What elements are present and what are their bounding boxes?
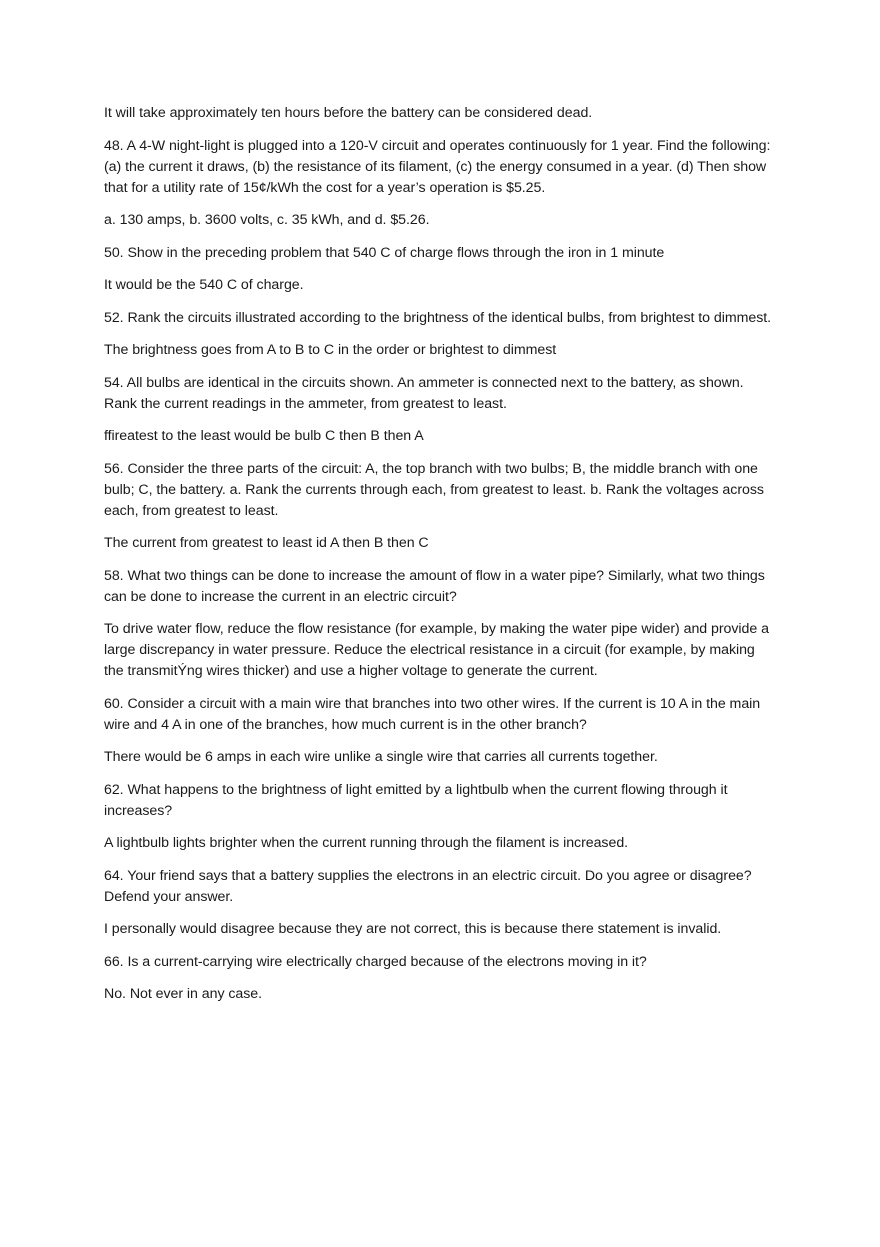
answer-paragraph: It will take approximately ten hours before the battery can be considered dead. — [104, 105, 593, 121]
document-body — [104, 103, 776, 1017]
question-66: 66. Is a current-carrying wire electrically charged because of the electrons moving in it? — [104, 953, 647, 970]
question-52: 52. Rank the circuits illustrated according to the brightness of the identical bulbs, from brightest to dimmest. — [104, 309, 772, 326]
answer-56: The current from greatest to least id A then B then C — [104, 535, 429, 551]
question-54: 54. All bulbs are identical in the circuits shown. An ammeter is connected next to the battery, as shown. Rank the current readings in the ammeter, from greatest to least. — [104, 374, 744, 412]
question-48: 48. A 4-W night-light is plugged into a 120-V circuit and operates continuously for 1 year. Find the following: (a) the current it draws, (b) the resistance of its filament, (c) the energy consumed in a year. (d) Then show that for a utility rate of 15¢/kWh the cost for a year’s operation is $5.25. — [104, 137, 771, 196]
answer-62: A lightbulb lights brighter when the current running through the filament is increased. — [104, 835, 629, 851]
answer-50: It would be the 540 C of charge. — [104, 277, 304, 293]
answer-66: No. Not ever in any case. — [104, 986, 263, 1002]
question-60: 60. Consider a circuit with a main wire that branches into two other wires. If the current is 10 A in the main wire and 4 A in one of the branches, how much current is in the other branch? — [104, 695, 761, 733]
question-58: 58. What two things can be done to increase the amount of flow in a water pipe? Similarly, what two things can be done to increase the current in an electric circuit? — [104, 567, 765, 605]
answer-48: a. 130 amps, b. 3600 volts, c. 35 kWh, and d. $5.26. — [104, 212, 430, 228]
answer-60: There would be 6 amps in each wire unlike a single wire that carries all currents together. — [104, 749, 658, 765]
answer-54: ffireatest to the least would be bulb C then B then A — [104, 428, 424, 444]
question-50: 50. Show in the preceding problem that 540 C of charge flows through the iron in 1 minute — [104, 244, 665, 261]
answer-58: To drive water flow, reduce the flow resistance (for example, by making the water pipe wider) and provide a large discrepancy in water pressure. Reduce the electrical resistance in a circuit (for example, by making the transmitÝng wires thicker) and use a higher voltage to generate the current. — [104, 621, 769, 679]
answer-64: I personally would disagree because they are not correct, this is because there statement is invalid. — [104, 921, 722, 937]
question-56: 56. Consider the three parts of the circuit: A, the top branch with two bulbs; B, the middle branch with one bulb; C, the battery. a. Rank the currents through each, from greatest to least. b. Rank the voltages across each, from greatest to least. — [104, 460, 764, 519]
answer-52: The brightness goes from A to B to C in the order or brightest to dimmest — [104, 342, 557, 358]
question-62: 62. What happens to the brightness of light emitted by a lightbulb when the current flowing through it increases? — [104, 781, 728, 819]
question-64: 64. Your friend says that a battery supplies the electrons in an electric circuit. Do you agree or disagree? Defend your answer. — [104, 867, 752, 905]
